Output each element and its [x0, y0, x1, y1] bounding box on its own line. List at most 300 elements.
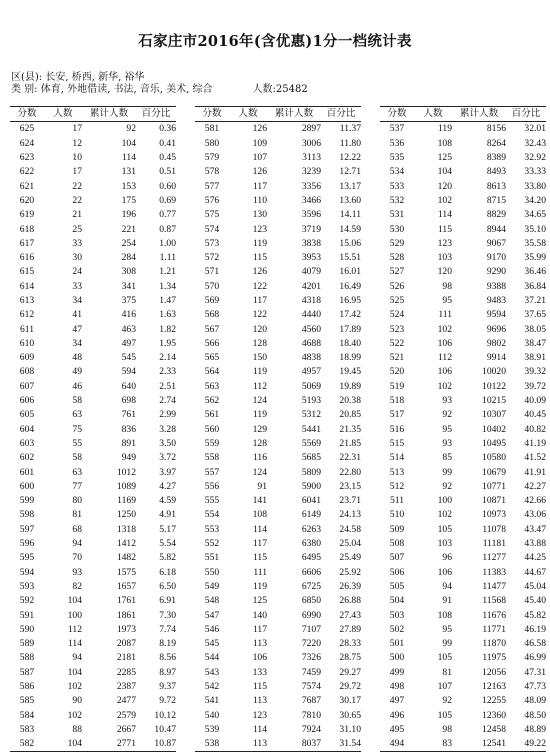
score-cell: 517: [389, 409, 405, 421]
column-header: 累计人数: [267, 107, 321, 122]
cumulative-cell: 11181: [482, 538, 506, 550]
cumulative-cell: 284: [121, 252, 136, 264]
cumulative-cell: 8264: [486, 137, 506, 149]
table-row: [195, 437, 361, 451]
score-cell: 552: [204, 538, 220, 550]
percent-cell: 38.91: [524, 352, 546, 364]
count-cell: 120: [437, 266, 452, 278]
cumulative-cell: 3356: [301, 180, 321, 192]
score-cell: 530: [389, 223, 405, 235]
category-text: 类 别: 体育, 外地借读, 书法, 音乐, 美术, 综合: [11, 84, 213, 95]
score-cell: 503: [389, 609, 405, 621]
count-cell: 94: [72, 538, 82, 550]
percent-cell: 24.58: [339, 523, 361, 535]
cumulative-cell: 10871: [482, 495, 506, 507]
table-row: [380, 551, 546, 565]
count-cell: 94: [442, 580, 452, 592]
table-row: [380, 480, 546, 494]
score-cell: 527: [389, 266, 405, 278]
score-cell: 590: [19, 623, 35, 635]
cumulative-cell: 4440: [301, 309, 321, 321]
table-row: [195, 594, 361, 608]
count-cell: 119: [252, 237, 267, 249]
score-cell: 564: [204, 366, 220, 378]
cumulative-cell: 153: [121, 180, 136, 192]
score-cell: 605: [19, 409, 35, 421]
table-row: [195, 566, 361, 580]
cumulative-cell: 10771: [482, 480, 506, 492]
cumulative-cell: 7220: [301, 638, 321, 650]
percent-cell: 33.33: [524, 166, 546, 178]
table-row: [195, 237, 361, 251]
count-cell: 98: [442, 280, 452, 292]
count-cell: 68: [72, 523, 82, 535]
cumulative-cell: 114: [121, 152, 136, 164]
table-row: [10, 694, 176, 708]
percent-cell: 6.91: [159, 595, 176, 607]
percent-cell: 40.82: [524, 423, 546, 435]
cumulative-cell: 2387: [116, 681, 136, 693]
count-cell: 122: [252, 280, 267, 292]
table-row: [195, 680, 361, 694]
table-row: [10, 594, 176, 608]
count-cell: 111: [438, 309, 452, 321]
count-cell: 112: [252, 380, 267, 392]
score-cell: 520: [389, 366, 405, 378]
cumulative-cell: 5312: [301, 409, 321, 421]
percent-cell: 22.31: [339, 452, 361, 464]
score-cell: 502: [389, 623, 405, 635]
table-row: [10, 566, 176, 580]
count-cell: 126: [252, 266, 267, 278]
count-cell: 120: [437, 180, 452, 192]
score-cell: 558: [204, 452, 220, 464]
percent-cell: 5.54: [159, 538, 176, 550]
table-row: [195, 666, 361, 680]
count-cell: 92: [442, 695, 452, 707]
percent-cell: 42.66: [524, 495, 546, 507]
table-row: [380, 265, 546, 279]
count-cell: 102: [437, 380, 452, 392]
count-cell: 126: [252, 166, 267, 178]
count-cell: 80: [72, 495, 82, 507]
score-cell: 516: [389, 423, 405, 435]
score-cell: 555: [204, 495, 220, 507]
percent-cell: 3.72: [159, 452, 176, 464]
score-cell: 616: [19, 252, 35, 264]
score-table-3: [380, 106, 546, 752]
count-cell: 115: [252, 681, 267, 693]
district-line: 区(县): 长安, 桥西, 新华, 裕华: [11, 72, 145, 83]
table-row: [195, 637, 361, 651]
score-cell: 583: [19, 723, 35, 735]
table-row: [380, 608, 546, 622]
score-cell: 574: [204, 223, 220, 235]
score-cell: 582: [10, 737, 44, 752]
score-cell: 608: [19, 366, 35, 378]
percent-cell: 5.82: [159, 552, 176, 564]
table-row: [380, 580, 546, 594]
cumulative-cell: 6850: [301, 595, 321, 607]
table-row: [380, 623, 546, 637]
cumulative-cell: 11870: [482, 638, 506, 650]
count-cell: 140: [252, 609, 267, 621]
score-cell: 612: [19, 309, 35, 321]
count-cell: 109: [252, 137, 267, 149]
score-cell: 571: [204, 266, 220, 278]
percent-cell: 10.47: [154, 723, 176, 735]
cumulative-cell: 7326: [301, 652, 321, 664]
cumulative-cell: 891: [121, 437, 136, 449]
percent-cell: 4.27: [159, 480, 176, 492]
count-cell: 107: [437, 681, 452, 693]
column-header: 百分比: [136, 107, 176, 122]
score-cell: 532: [389, 194, 405, 206]
table-row: [10, 265, 176, 279]
score-cell: 497: [389, 695, 405, 707]
count-cell: 33: [72, 237, 82, 249]
cumulative-cell: 1482: [116, 552, 136, 564]
column-header: 人数: [414, 107, 452, 122]
score-cell: 535: [389, 152, 405, 164]
percent-cell: 46.99: [524, 652, 546, 664]
table-row: [380, 237, 546, 251]
count-cell: 124: [252, 466, 267, 478]
table-row: [10, 251, 176, 265]
count-cell: 105: [437, 652, 452, 664]
count-cell: 46: [72, 380, 82, 392]
table-row: [195, 380, 361, 394]
cumulative-cell: 131: [121, 166, 136, 178]
count-cell: 130: [252, 209, 267, 221]
table-row: [10, 465, 176, 479]
table-row: [195, 608, 361, 622]
percent-cell: 29.72: [339, 681, 361, 693]
count-cell: 105: [437, 709, 452, 721]
percent-cell: 13.60: [339, 194, 361, 206]
percent-cell: 43.88: [524, 538, 546, 550]
table-row: [10, 666, 176, 680]
cumulative-cell: 836: [121, 423, 136, 435]
score-cell: 531: [389, 209, 405, 221]
count-cell: 91: [257, 480, 267, 492]
percent-cell: 48.89: [524, 723, 546, 735]
count-cell: 96: [442, 552, 452, 564]
table-row: [10, 151, 176, 165]
score-cell: 570: [204, 280, 220, 292]
table-row: [195, 265, 361, 279]
cumulative-cell: 6041: [301, 495, 321, 507]
table-row: [195, 723, 361, 737]
table-row: [10, 651, 176, 665]
percent-cell: 14.59: [339, 223, 361, 235]
count-cell: 21: [72, 209, 82, 221]
table-row: [380, 151, 546, 165]
cumulative-cell: 4318: [301, 295, 321, 306]
table-row: [10, 208, 176, 222]
percent-cell: 44.67: [524, 566, 546, 578]
score-cell: 550: [204, 566, 220, 578]
score-cell: 562: [204, 395, 220, 407]
count-cell: 106: [437, 566, 452, 578]
column-header: 分数: [380, 107, 414, 122]
percent-cell: 39.32: [524, 366, 546, 378]
score-cell: 578: [204, 166, 220, 178]
score-cell: 573: [204, 237, 220, 249]
cumulative-cell: 3466: [301, 194, 321, 206]
table-row: [380, 194, 546, 208]
percent-cell: 1.34: [159, 280, 176, 292]
table-row: [10, 222, 176, 236]
count-cell: 10: [72, 152, 82, 164]
table-row: [380, 222, 546, 236]
score-cell: 620: [19, 194, 35, 206]
table-row: [380, 723, 546, 737]
table-row: [195, 523, 361, 537]
table-row: [195, 651, 361, 665]
score-cell: 556: [204, 480, 220, 492]
count-cell: 150: [252, 352, 267, 364]
count-cell: 105: [437, 523, 452, 535]
score-cell: 551: [204, 552, 220, 564]
score-cell: 595: [19, 552, 35, 564]
percent-cell: 1.47: [159, 295, 176, 306]
percent-cell: 2.33: [159, 366, 176, 378]
table-row: [380, 165, 546, 179]
percent-cell: 24.13: [339, 509, 361, 521]
column-header: 累计人数: [452, 107, 506, 122]
cumulative-cell: 8037: [267, 737, 321, 752]
cumulative-cell: 9290: [486, 266, 506, 278]
table-row: [380, 651, 546, 665]
cumulative-cell: 9483: [486, 295, 506, 306]
table-row: [195, 537, 361, 551]
cumulative-cell: 11383: [482, 566, 506, 578]
score-cell: 585: [19, 695, 35, 707]
table-row: [195, 151, 361, 165]
table-row: [10, 623, 176, 637]
table-row: [380, 294, 546, 308]
percent-cell: 7.74: [159, 623, 176, 635]
table-row: [195, 294, 361, 308]
cumulative-cell: 7574: [301, 681, 321, 693]
percent-cell: 30.65: [339, 709, 361, 721]
score-cell: 588: [19, 652, 35, 664]
score-cell: 603: [19, 437, 35, 449]
cumulative-cell: 1089: [116, 480, 136, 492]
count-cell: 108: [252, 509, 267, 521]
cumulative-cell: 11676: [482, 609, 506, 621]
cumulative-cell: 2771: [82, 737, 136, 752]
cumulative-cell: 3239: [301, 166, 321, 178]
percent-cell: 0.77: [159, 209, 176, 221]
percent-cell: 7.30: [159, 609, 176, 621]
count-cell: 99: [442, 638, 452, 650]
count-cell: 24: [72, 266, 82, 278]
column-header: 百分比: [506, 107, 546, 122]
cumulative-cell: 9802: [486, 337, 506, 349]
count-cell: 30: [72, 252, 82, 264]
table-row: [10, 380, 176, 394]
table-row: [380, 465, 546, 479]
cumulative-cell: 8389: [486, 152, 506, 164]
cumulative-cell: 11477: [482, 580, 506, 592]
table-row: [380, 208, 546, 222]
count-cell: 99: [442, 466, 452, 478]
cumulative-cell: 6990: [301, 609, 321, 621]
table-row: [10, 294, 176, 308]
score-cell: 524: [389, 309, 405, 321]
score-cell: 604: [19, 423, 35, 435]
count-cell: 93: [72, 566, 82, 578]
table-row: [380, 365, 546, 379]
table-row: [10, 480, 176, 494]
count-cell: 103: [437, 252, 452, 264]
column-header: 分数: [195, 107, 229, 122]
percent-cell: 4.59: [159, 495, 176, 507]
table-header-row: [195, 107, 361, 122]
table-row: [195, 423, 361, 437]
count-cell: 141: [252, 495, 267, 507]
percent-cell: 40.09: [524, 395, 546, 407]
count-cell: 85: [442, 452, 452, 464]
count-cell: 115: [252, 552, 267, 564]
table-row: [380, 523, 546, 537]
cumulative-cell: 8613: [486, 180, 506, 192]
cumulative-cell: 2667: [116, 723, 136, 735]
score-cell: 500: [389, 652, 405, 664]
count-cell: 103: [437, 538, 452, 550]
cumulative-cell: 10020: [482, 366, 506, 378]
percent-cell: 43.47: [524, 523, 546, 535]
table-row: [10, 608, 176, 622]
cumulative-cell: 8715: [486, 194, 506, 206]
score-cell: 536: [389, 137, 405, 149]
percent-cell: 0.41: [159, 137, 176, 149]
score-cell: 599: [19, 495, 35, 507]
count-cell: 95: [442, 423, 452, 435]
score-cell: 543: [204, 666, 220, 678]
table-row: [380, 437, 546, 451]
percent-cell: 26.88: [339, 595, 361, 607]
count-cell: 58: [72, 395, 82, 407]
percent-cell: 0.87: [159, 223, 176, 235]
count-cell: 58: [72, 452, 82, 464]
score-cell: 538: [195, 737, 229, 752]
score-cell: 584: [19, 709, 35, 721]
table-row: [380, 179, 546, 193]
cumulative-cell: 12056: [482, 666, 506, 678]
score-cell: 565: [204, 352, 220, 364]
table-row: [380, 494, 546, 508]
count-cell: 128: [252, 337, 267, 349]
score-cell: 547: [204, 609, 220, 621]
count-cell: 106: [437, 366, 452, 378]
percent-cell: 1.00: [159, 237, 176, 249]
count-cell: 111: [253, 566, 267, 578]
table-row: [380, 666, 546, 680]
count-cell: 77: [72, 480, 82, 492]
table-row: [10, 551, 176, 565]
percent-cell: 22.80: [339, 466, 361, 478]
score-cell: 515: [389, 437, 405, 449]
table-row: [380, 380, 546, 394]
score-cell: 560: [204, 423, 220, 435]
count-cell: 126: [252, 123, 267, 135]
percent-cell: 0.51: [159, 166, 176, 178]
percent-cell: 17.42: [339, 309, 361, 321]
table-row: [10, 122, 176, 137]
score-cell: 602: [19, 452, 35, 464]
score-cell: 601: [19, 466, 35, 478]
score-cell: 625: [19, 123, 35, 135]
score-cell: 611: [19, 323, 35, 335]
score-cell: 542: [204, 681, 220, 693]
cumulative-cell: 698: [121, 395, 136, 407]
table-row: [195, 408, 361, 422]
score-cell: 576: [204, 194, 220, 206]
table-row: [10, 308, 176, 322]
score-cell: 557: [204, 466, 220, 478]
percent-cell: 19.89: [339, 380, 361, 392]
cumulative-cell: 12255: [482, 695, 506, 707]
percent-cell: 31.54: [321, 737, 361, 752]
percent-cell: 43.06: [524, 509, 546, 521]
score-table-1: [10, 106, 176, 752]
cumulative-cell: 375: [121, 295, 136, 306]
percent-cell: 49.22: [506, 737, 546, 752]
table-row: [195, 480, 361, 494]
percent-cell: 32.43: [524, 137, 546, 149]
percent-cell: 6.18: [159, 566, 176, 578]
score-cell: 624: [19, 137, 35, 149]
category-line: [11, 80, 308, 95]
percent-cell: 45.04: [524, 580, 546, 592]
percent-cell: 32.92: [524, 152, 546, 164]
count-cell: 81: [72, 509, 82, 521]
percent-cell: 20.38: [339, 395, 361, 407]
score-cell: 580: [204, 137, 220, 149]
count-cell: 17: [72, 166, 82, 178]
cumulative-cell: 9067: [486, 237, 506, 249]
score-cell: 514: [389, 452, 405, 464]
percent-cell: 47.73: [524, 681, 546, 693]
count-cell: 104: [67, 666, 82, 678]
score-cell: 569: [204, 295, 220, 306]
percent-cell: 5.17: [159, 523, 176, 535]
count-cell: 115: [252, 252, 267, 264]
table-row: [10, 408, 176, 422]
percent-cell: 41.19: [524, 437, 546, 449]
table-row: [195, 208, 361, 222]
count-cell: 93: [442, 437, 452, 449]
cumulative-cell: 761: [121, 409, 136, 421]
cumulative-cell: 4957: [301, 366, 321, 378]
percent-cell: 0.69: [159, 194, 176, 206]
percent-cell: 28.75: [339, 652, 361, 664]
count-cell: 124: [252, 395, 267, 407]
count-cell: 114: [437, 209, 452, 221]
percent-cell: 21.85: [339, 437, 361, 449]
score-cell: 572: [204, 252, 220, 264]
percent-cell: 38.05: [524, 323, 546, 335]
column-header: 百分比: [321, 107, 361, 122]
count-cell: 33: [72, 280, 82, 292]
table-row: [195, 308, 361, 322]
count-cell: 114: [67, 638, 82, 650]
count-cell: 110: [252, 194, 267, 206]
cumulative-cell: 2087: [116, 638, 136, 650]
